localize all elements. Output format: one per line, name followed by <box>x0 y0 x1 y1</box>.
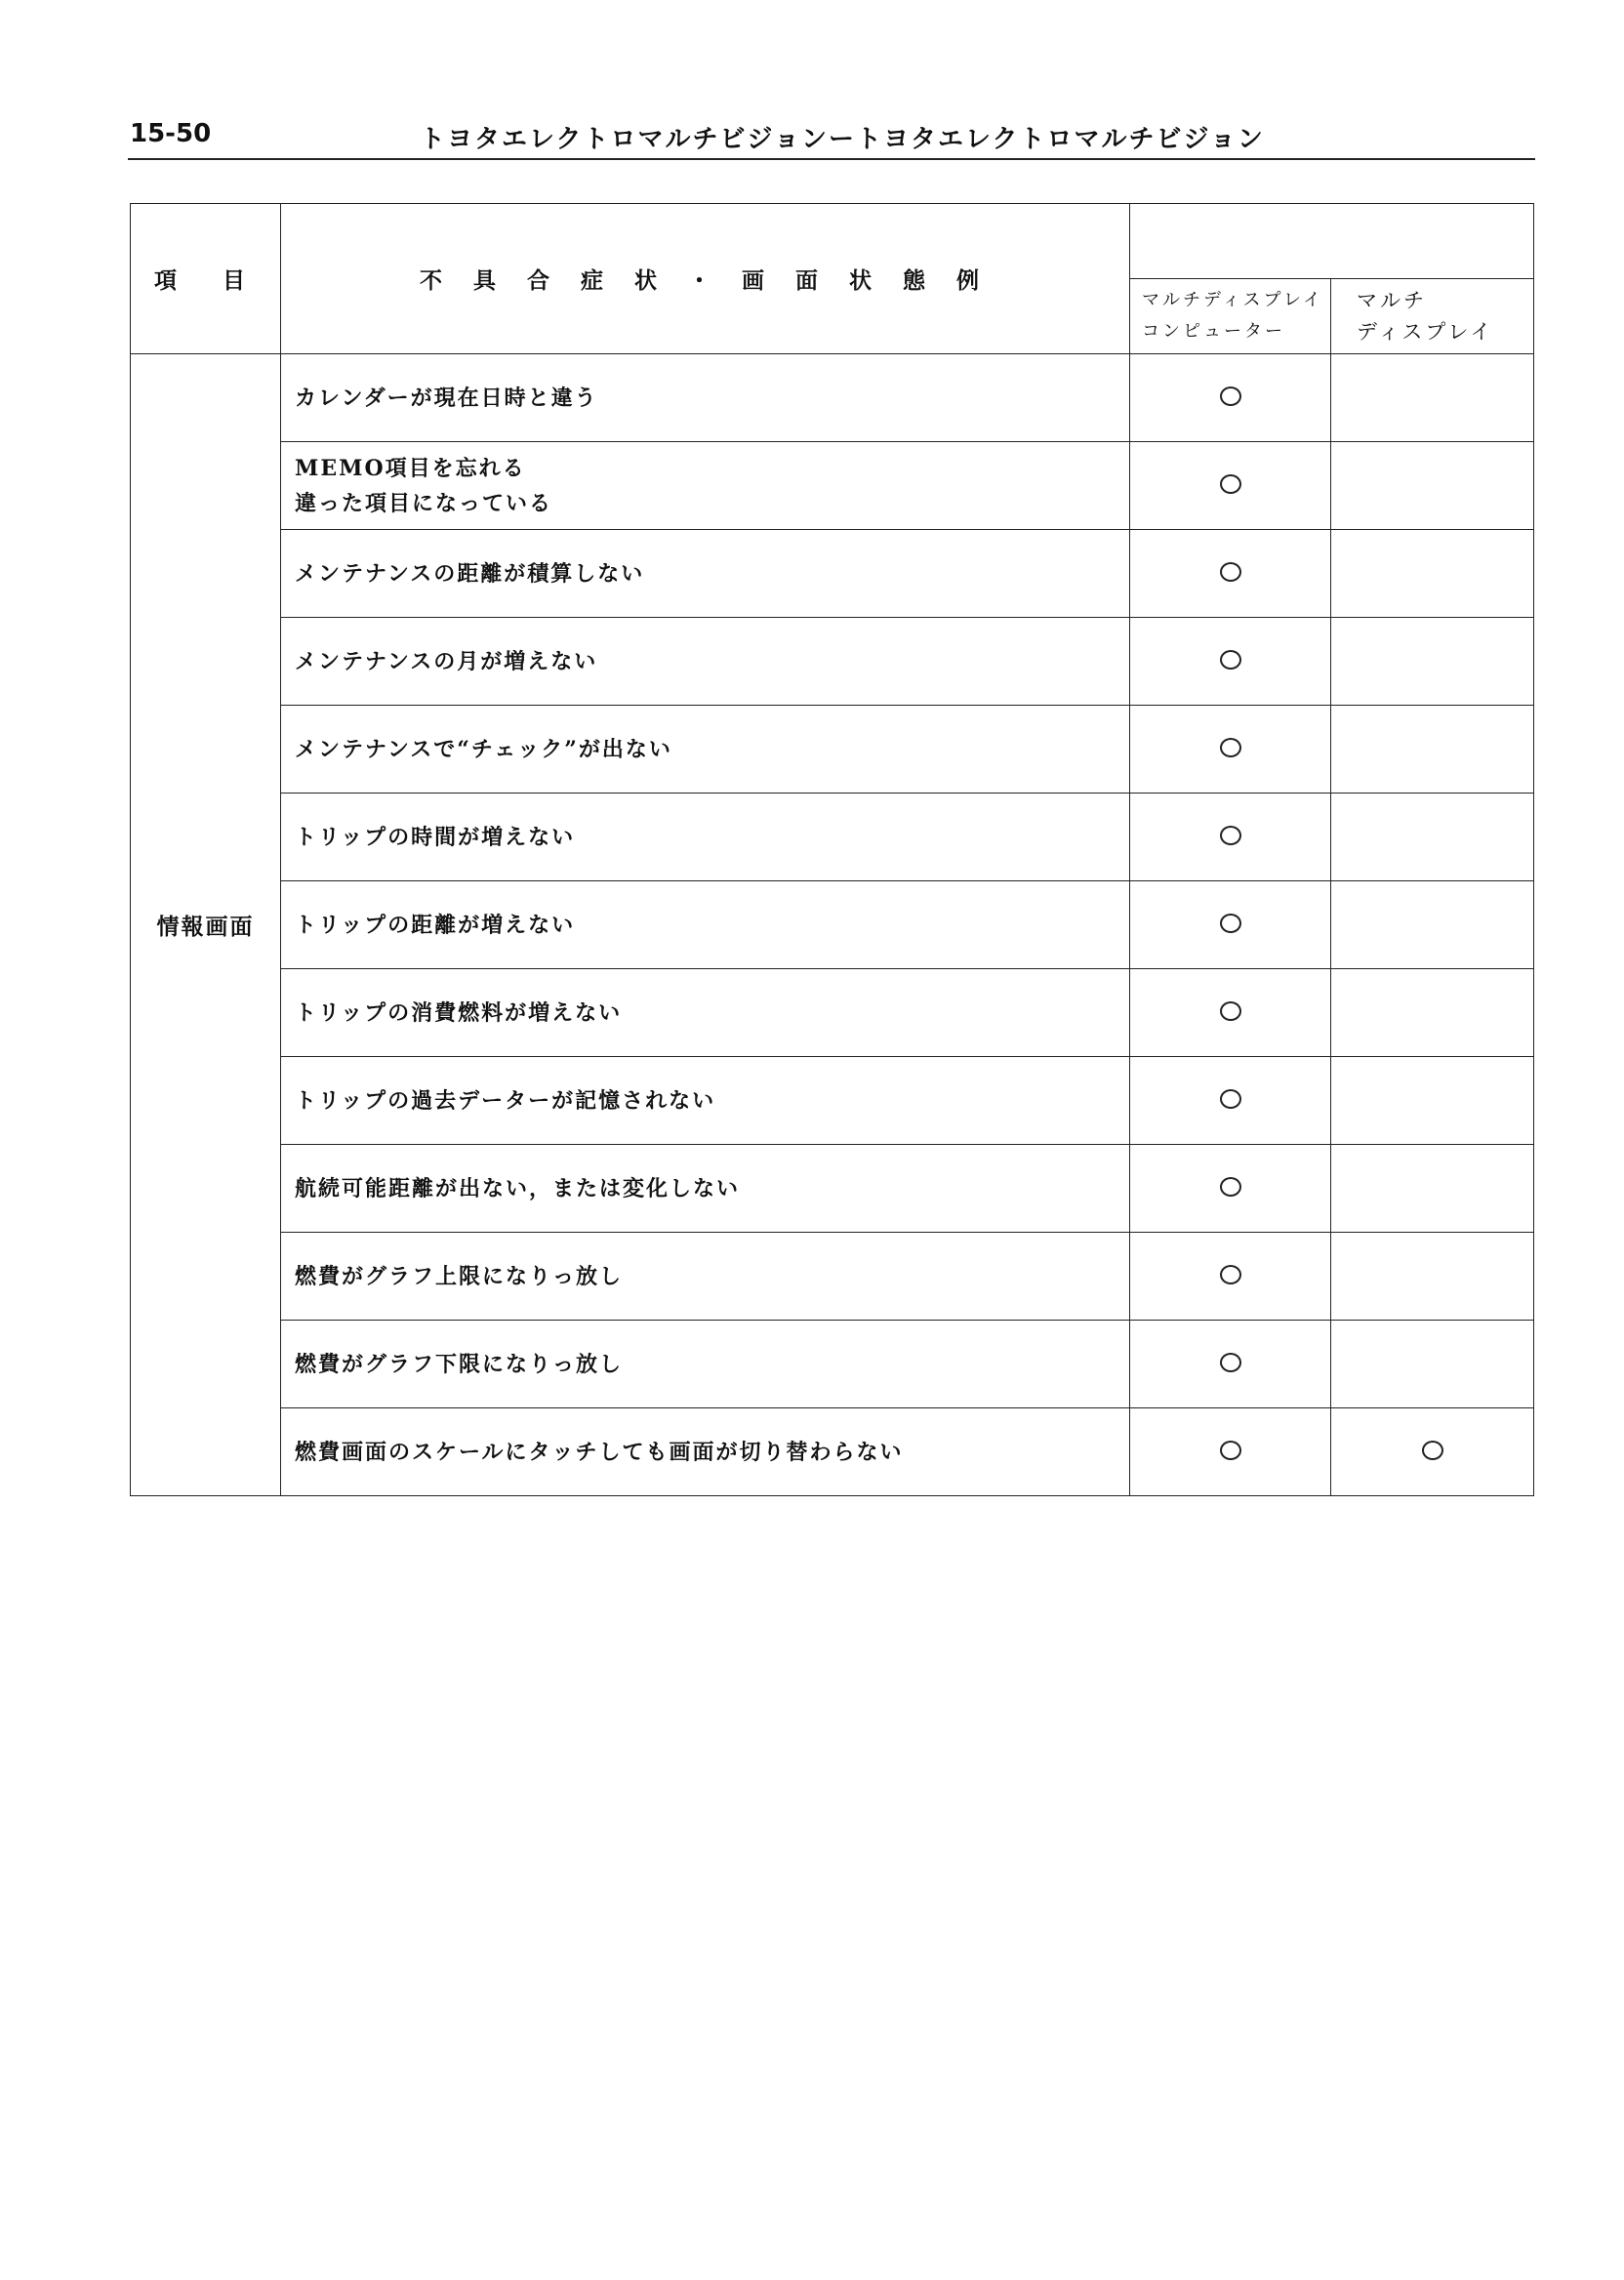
circle-mark-icon <box>1422 1441 1443 1460</box>
circle-mark-icon <box>1220 474 1241 494</box>
circle-mark-icon <box>1220 1265 1241 1284</box>
display-mark-cell <box>1331 969 1534 1057</box>
header-display: マルチ ディスプレイ <box>1331 279 1534 354</box>
symptom-cell: メンテナンスで“チェック”が出ない <box>281 706 1130 794</box>
display-mark-cell <box>1331 706 1534 794</box>
table-row <box>131 618 1534 706</box>
table-row <box>131 1145 1534 1233</box>
group-label: 情報画面 <box>131 354 281 1496</box>
computer-mark-cell <box>1130 442 1331 530</box>
circle-mark-icon <box>1220 826 1241 845</box>
circle-mark-icon <box>1220 650 1241 670</box>
table-row <box>131 969 1534 1057</box>
computer-mark-cell <box>1130 1145 1331 1233</box>
symptom-cell: トリップの時間が増えない <box>281 794 1130 881</box>
symptom-cell: 航続可能距離が出ない，または変化しない <box>281 1145 1130 1233</box>
symptom-cell: トリップの距離が増えない <box>281 881 1130 969</box>
page-number: 15-50 <box>130 119 212 148</box>
computer-mark-cell <box>1130 706 1331 794</box>
computer-mark-cell <box>1130 1233 1331 1321</box>
display-mark-cell <box>1331 530 1534 618</box>
computer-mark-cell <box>1130 1057 1331 1145</box>
table-header-row-top <box>131 204 1534 279</box>
computer-mark-cell <box>1130 969 1331 1057</box>
header-item: 項 目 <box>131 204 281 354</box>
circle-mark-icon <box>1220 1001 1241 1021</box>
circle-mark-icon <box>1220 562 1241 582</box>
table-row <box>131 1233 1534 1321</box>
circle-mark-icon <box>1220 914 1241 933</box>
display-mark-cell <box>1331 881 1534 969</box>
display-mark-cell <box>1331 618 1534 706</box>
display-mark-cell <box>1331 1321 1534 1408</box>
display-mark-cell <box>1331 1233 1534 1321</box>
header-computer: マルチディスプレイ コンピューター <box>1130 279 1331 354</box>
header-rule <box>128 158 1535 160</box>
computer-mark-cell <box>1130 794 1331 881</box>
computer-mark-cell <box>1130 530 1331 618</box>
table-row <box>131 1321 1534 1408</box>
computer-mark-cell <box>1130 618 1331 706</box>
table-row <box>131 354 1534 442</box>
symptom-cell: 燃費がグラフ下限になりっ放し <box>281 1321 1130 1408</box>
computer-mark-cell <box>1130 1408 1331 1496</box>
circle-mark-icon <box>1220 738 1241 757</box>
symptom-cell: 燃費がグラフ上限になりっ放し <box>281 1233 1130 1321</box>
symptom-cell: トリップの過去データーが記憶されない <box>281 1057 1130 1145</box>
symptom-cell: カレンダーが現在日時と違う <box>281 354 1130 442</box>
display-mark-cell <box>1331 1145 1534 1233</box>
table-row <box>131 794 1534 881</box>
computer-mark-cell <box>1130 1321 1331 1408</box>
table-row <box>131 530 1534 618</box>
circle-mark-icon <box>1220 1177 1241 1197</box>
circle-mark-icon <box>1220 1089 1241 1109</box>
table-row <box>131 706 1534 794</box>
display-mark-cell <box>1331 1057 1534 1145</box>
header-part-group <box>1130 204 1534 279</box>
table-row <box>131 1057 1534 1145</box>
page-title: トヨタエレクトロマルチビジョンートヨタエレクトロマルチビジョン <box>420 125 1265 154</box>
symptom-cell: 燃費画面のスケールにタッチしても画面が切り替わらない <box>281 1408 1130 1496</box>
circle-mark-icon <box>1220 1441 1241 1460</box>
symptom-cell: メンテナンスの距離が積算しない <box>281 530 1130 618</box>
table-row <box>131 881 1534 969</box>
circle-mark-icon <box>1220 387 1241 406</box>
display-mark-cell <box>1331 794 1534 881</box>
header-symptom: 不 具 合 症 状 ・ 画 面 状 態 例 <box>281 204 1130 354</box>
table-row <box>131 1408 1534 1496</box>
display-mark-cell <box>1331 1408 1534 1496</box>
diagnosis-table <box>130 203 1534 1496</box>
symptom-cell: MEMO項目を忘れる 違った項目になっている <box>281 442 1130 530</box>
symptom-cell: メンテナンスの月が増えない <box>281 618 1130 706</box>
table-row <box>131 442 1534 530</box>
computer-mark-cell <box>1130 354 1331 442</box>
symptom-cell: トリップの消費燃料が増えない <box>281 969 1130 1057</box>
computer-mark-cell <box>1130 881 1331 969</box>
display-mark-cell <box>1331 442 1534 530</box>
circle-mark-icon <box>1220 1353 1241 1372</box>
display-mark-cell <box>1331 354 1534 442</box>
